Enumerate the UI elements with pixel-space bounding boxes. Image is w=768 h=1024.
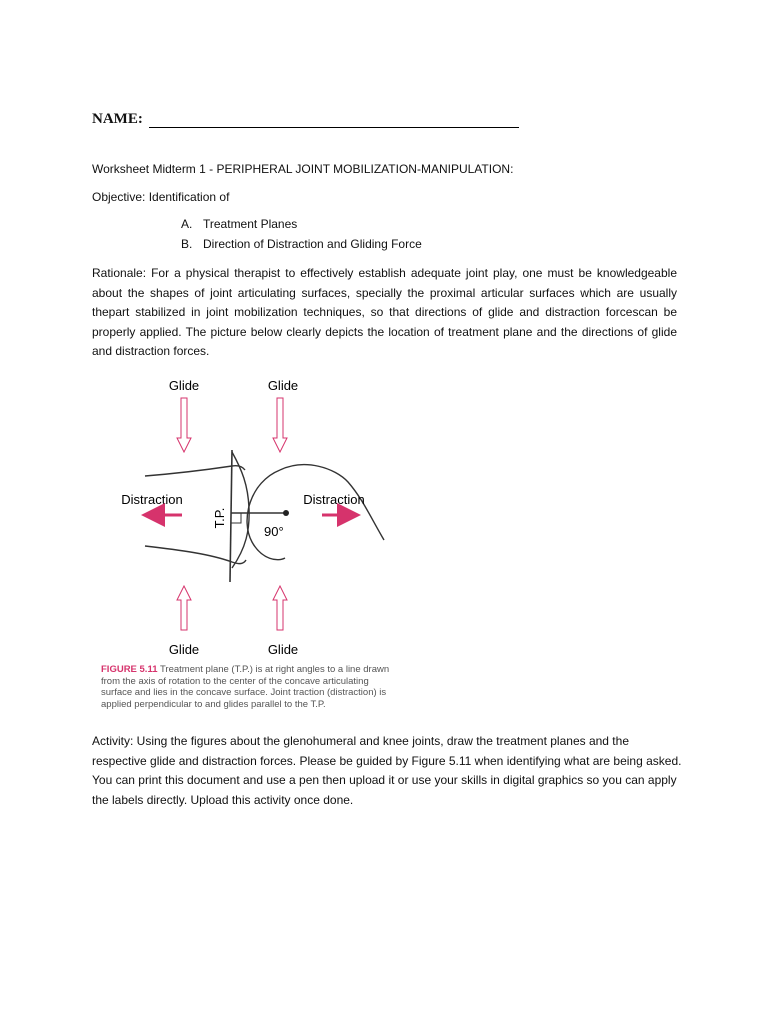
glide-label-bottom-right: Glide [267,642,299,657]
concave-surface-outline [232,452,249,568]
tp-label: T.P. [212,507,227,529]
glide-arrow-top-right [273,398,287,452]
objective-text: Treatment Planes [203,217,298,231]
objective-text: Direction of Distraction and Gliding Force [203,236,422,251]
glide-arrow-bottom-right [273,586,287,630]
glide-label-top-right: Glide [267,378,299,393]
figure-caption-label: FIGURE 5.11 [101,664,158,675]
convex-head-arc [247,470,285,560]
axis-of-rotation-dot [283,510,289,516]
glide-arrow-bottom-left [177,586,191,630]
angle-label: 90° [264,524,284,539]
glide-label-top-left: Glide [168,378,200,393]
proximal-bone-upper-outline [145,466,245,476]
objective-marker: B. [181,236,193,251]
objective-label: Objective: Identification of [92,190,230,204]
objective-marker: A. [181,217,193,231]
distraction-label-right: Distraction [303,492,365,507]
objective-item-a [181,215,422,235]
joint-diagram [100,370,400,660]
worksheet-title: Worksheet Midterm 1 - PERIPHERAL JOINT MOBILIZATION-MANIPULATION: [92,162,514,176]
figure-caption [101,664,401,710]
name-field[interactable] [92,111,519,128]
objective-list [181,215,422,254]
figure-caption-text: Treatment plane (T.P.) is at right angles to a line drawn from the axis of rotation to the center of the concave articulating surface and lies in the concave surface. Joint traction (distraction) is applied perpendicular to and glides parallel to the T.P. [101,664,390,710]
name-label: NAME: [92,111,143,127]
objective-item-b [181,235,422,255]
glide-arrow-top-left [177,398,191,452]
rationale-paragraph: Rationale: For a physical therapist to effectively establish adequate joint play, one must be knowledgeable about the shapes of joint articulating surfaces, specially the proximal articular surfaces which are usually thepart stabilized in joint mobilization techniques, so that directions of glide and distraction forcescan be properly applied. The picture below clearly depicts the location of treatment plane and the directions of glide and distraction forces. [92,266,677,358]
activity-paragraph: Activity: Using the figures about the glenohumeral and knee joints, draw the treatment planes and the respective glide and distraction forces. Please be guided by Figure 5.11 when identifying what are being asked. You can print this document and use a pen then upload it or use your skills in digital graphics so you can apply the labels directly. Upload this activity once done. [92,734,682,807]
glide-label-bottom-left: Glide [168,642,200,657]
distraction-label-left: Distraction [121,492,183,507]
name-blank-line[interactable] [149,113,519,128]
right-angle-marker [231,513,241,523]
